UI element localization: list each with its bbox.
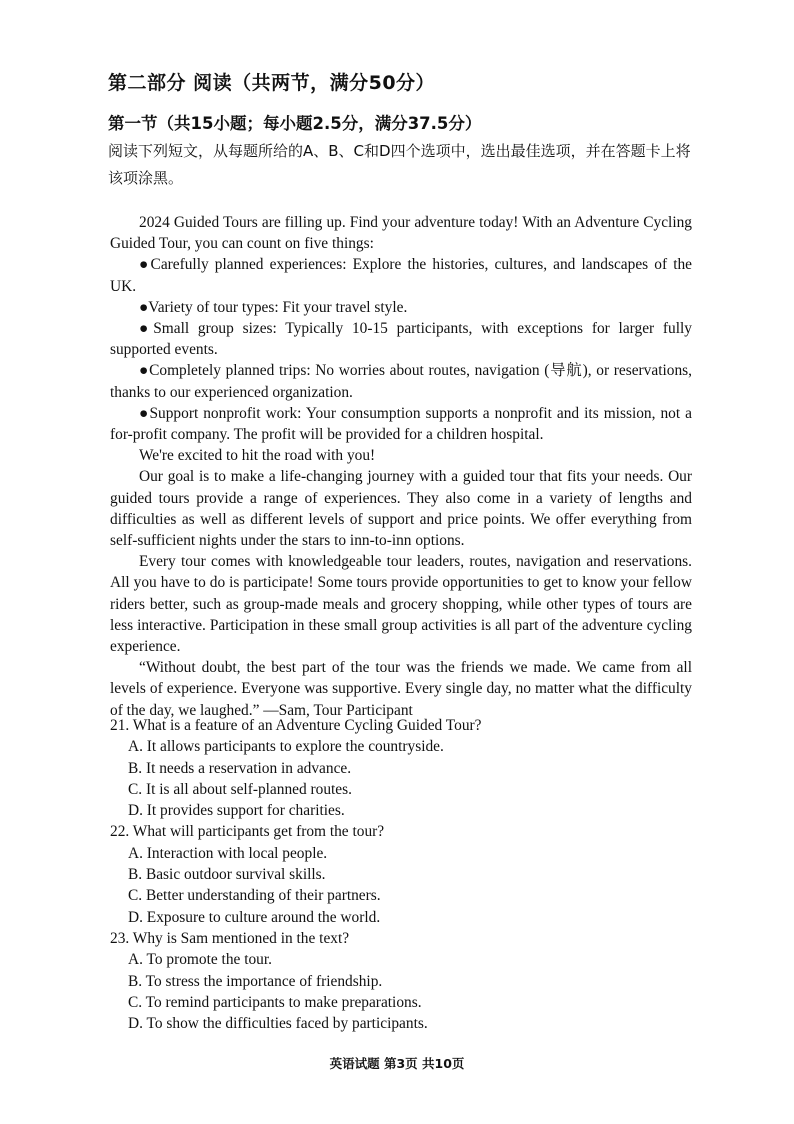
- passage-bullet: ●Completely planned trips: No worries about routes, navigation (导航), or reservations, thanks to our experienced organization.: [110, 362, 692, 401]
- answer-option: D. It provides support for charities.: [128, 802, 345, 820]
- section-title: 第一节（共15小题；每小题2.5分，满分37.5分）: [108, 114, 482, 133]
- passage-bullet: ●Small group sizes: Typically 10-15 participants, with exceptions for larger fully supported events.: [110, 320, 692, 359]
- answer-option: A. Interaction with local people.: [128, 844, 328, 862]
- passage-quote: “Without doubt, the best part of the tour was the friends we made. We came from all levels of experience. Everyone was supportive. Every single day, no matter what the difficulty of the day, we laughed.” —Sam, Tour Participant: [110, 659, 692, 719]
- passage-bullet: ●Carefully planned experiences: Explore the histories, cultures, and landscapes of the UK.: [110, 256, 692, 295]
- passage-paragraph: We're excited to hit the road with you!: [139, 447, 376, 465]
- answer-option: D. To show the difficulties faced by participants.: [128, 1015, 428, 1033]
- answer-option: C. To remind participants to make preparations.: [128, 993, 422, 1011]
- answer-option: B. Basic outdoor survival skills.: [128, 866, 326, 884]
- question-stem: 21. What is a feature of an Adventure Cycling Guided Tour?: [110, 717, 482, 734]
- passage-paragraph: 2024 Guided Tours are filling up. Find your adventure today! With an Adventure Cycling Guided Tour, you can count on five things:: [110, 214, 692, 253]
- passage-paragraph: Our goal is to make a life-changing journey with a guided tour that fits your needs. Our guided tours provide a range of experiences. They also come in a variety of lengths and difficulties as well as different levels of support and price points. We offer everything from self-sufficient nights under the stars to inn-to-inn options.: [110, 468, 692, 550]
- answer-option: A. To promote the tour.: [128, 951, 272, 969]
- answer-option: C. Better understanding of their partners.: [128, 887, 381, 905]
- question-stem: 23. Why is Sam mentioned in the text?: [110, 929, 350, 947]
- answer-option: D. Exposure to culture around the world.: [128, 908, 381, 926]
- passage-bullet: ●Support nonprofit work: Your consumption supports a nonprofit and its mission, not a for-profit company. The profit will be provided for a children hospital.: [110, 404, 692, 444]
- question-list: [110, 715, 692, 1034]
- passage-paragraph: Every tour comes with knowledgeable tour leaders, routes, navigation and reservations. All you have to do is participate! Some tours provide opportunities to get to know your fellow riders better, such as group-made meals and grocery shopping, while other types of tours are less interactive. Participation in these small group activities is all part of the adventure cycling experience.: [110, 553, 692, 656]
- answer-option: A. It allows participants to explore the countryside.: [128, 738, 444, 756]
- page-footer: 英语试题 第3页 共10页: [329, 1056, 465, 1071]
- question-stem: 22. What will participants get from the tour?: [110, 823, 385, 841]
- part-title: 第二部分 阅读（共两节，满分50分）: [108, 72, 436, 94]
- reading-passage: [110, 212, 692, 721]
- answer-option: B. To stress the importance of friendship.: [128, 972, 383, 990]
- answer-option: B. It needs a reservation in advance.: [128, 759, 352, 777]
- passage-bullet: ●Variety of tour types: Fit your travel style.: [139, 298, 408, 316]
- answer-option: C. It is all about self-planned routes.: [128, 780, 352, 798]
- instructions: 阅读下列短文，从每题所给的A、B、C和D四个选项中，选出最佳选项，并在答题卡上将该项涂黑。: [108, 142, 691, 187]
